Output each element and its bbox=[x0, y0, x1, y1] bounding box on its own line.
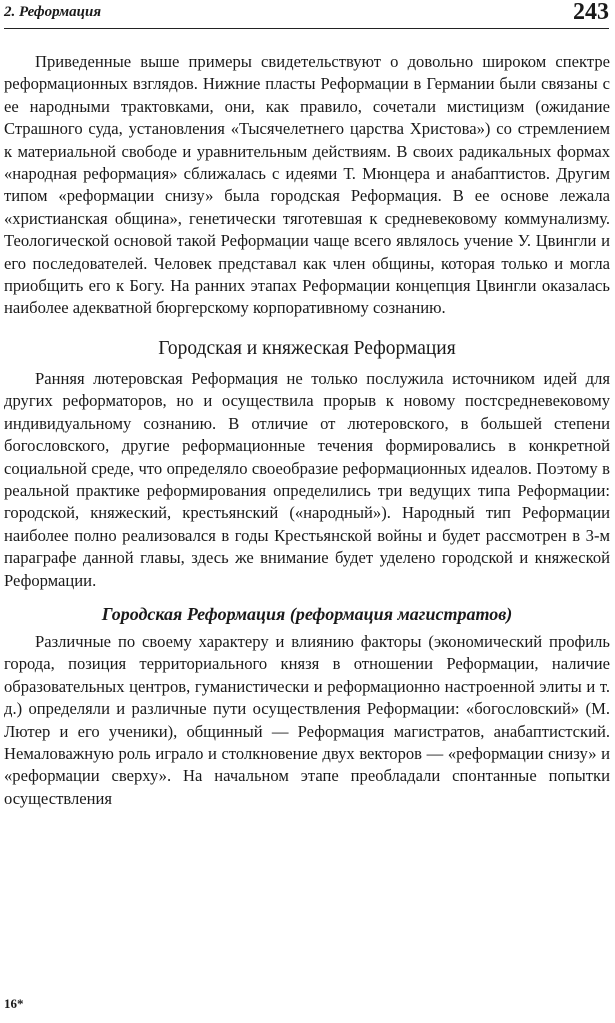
signature-mark: 16* bbox=[4, 996, 24, 1011]
paragraph-urban-reformation: Различные по своему характеру и влиянию факторы (экономический профиль города, позиция территориального князя в отношении Реформации, наличие образовательных центров, гуманистически и реформационно настроенной элиты и т. д.) определяли и различные пути осуществления Реформации: «богословский» (М. Лютер и его ученики), общинный — Реформация магистратов, анабаптистский. Немаловажную роль играло и столкновение двух векторов — «реформации снизу» и «реформации сверху». На начальном этапе преобладали спонтанные попытки осуществления bbox=[4, 631, 610, 808]
running-head: 2. Реформация bbox=[4, 4, 102, 20]
paragraph-types-of-reformation: Ранняя лютеровская Реформация не только послужила источником идей для других реформаторов, но и осуществила прорыв к новому постсредневековому индивидуальному сознанию. В отличие от лютеровского, в большей степени богословского, другие реформационные течения формировались в конкретной социальной среде, что определяло своеобразие реформационных идеалов. Поэтому в реальной практике реформирования определились три ведущих типа Реформации: городской, княжеский, крестьянский («народный»). Народный тип Реформации наиболее полно реализовался в годы Крестьянской войны и будет рассмотрен в 3-м параграфе данной главы, здесь же внимание будет уделено городской и княжеской Реформации. bbox=[4, 368, 610, 590]
page-body bbox=[4, 51, 610, 810]
section-heading: Городская и княжеская Реформация bbox=[158, 337, 456, 359]
subsection-heading: Городская Реформация (реформация магистратов) bbox=[101, 603, 513, 624]
paragraph-reformation-views: Приведенные выше примеры свидетельствуют о довольно широком спектре реформационных взглядов. Нижние пласты Реформации в Германии были связаны с ее народными трактовками, они, как правило, сочетали мистицизм (ожидание Страшного суда, установления «Тысячелетнего царства Христова») со стремлением к материальной свободе и уравнительным действиям. В своих радикальных формах «народная реформация» сближалась с идеями Т. Мюнцера и анабаптистов. Другим типом «реформации снизу» была городская Реформация. В ее основе лежала «христианская община», генетически тяготевшая к средневековому коммунализму. Теологической основой такой Реформации чаще всего являлось учение У. Цвингли и его последователей. Человек представал как член общины, которая только и могла приобщить его к Богу. На ранних этапах Реформации концепция Цвингли оказалась наиболее адекватной бюргерскому корпоративному сознанию. bbox=[4, 52, 610, 318]
page-number: 243 bbox=[573, 0, 609, 25]
page-header bbox=[4, 0, 609, 29]
